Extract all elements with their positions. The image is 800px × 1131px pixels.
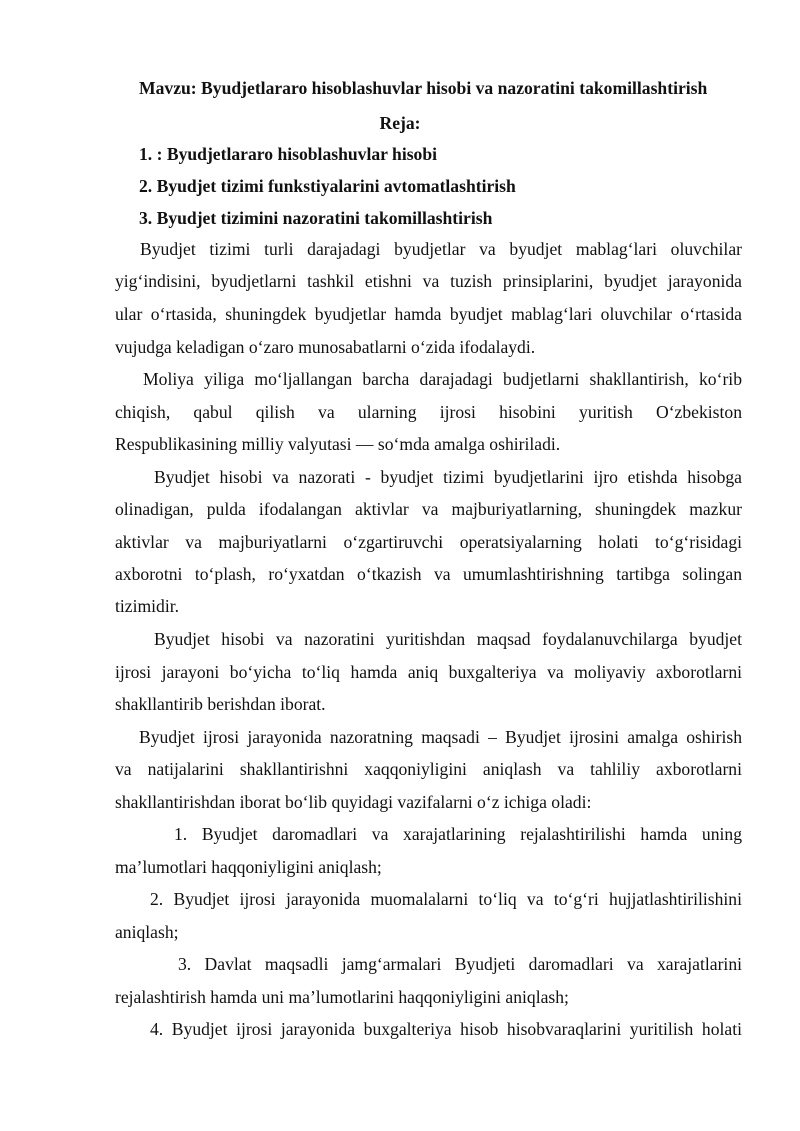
plan-heading: Reja: [379,113,421,133]
plan-item: 1. : Byudjetlararo hisoblashuvlar hisobi [139,144,438,164]
paragraph-line: yig‘indisini, byudjetlarni tashkil etishni va tuzish prinsiplarini, byudjet jarayonida [115,271,742,291]
paragraph-line: chiqish, qabul qilish va ularning ijrosi hisobini yuritish O‘zbekiston [115,402,742,422]
paragraph-line: tizimidir. [115,596,180,616]
paragraph-line: olinadigan, pulda ifodalangan aktivlar va majburiyatlarning, shuningdek mazkur [115,499,742,519]
paragraph-line: shakllantirishdan iborat bo‘lib quyidagi vazifalarni o‘z ichiga oladi: [115,792,592,812]
paragraph-line: ijrosi jarayoni bo‘yicha to‘liq hamda aniq buxgalteriya va moliyaviy axborotlarni [115,662,742,682]
task-item: 2. Byudjet ijrosi jarayonida muomalalarni to‘liq va to‘g‘ri hujjatlashtirilishini [150,889,742,909]
task-item: 1. Byudjet daromadlari va xarajatlarining rejalashtirilishi hamda uning [174,824,742,844]
document-title: Mavzu: Byudjetlararo hisoblashuvlar hisobi va nazoratini takomillashtirish [139,78,708,98]
plan-item: 3. Byudjet tizimini nazoratini takomillashtirish [139,208,493,228]
paragraph-line: Byudjet hisobi va nazoratini yuritishdan maqsad foydalanuvchilarga byudjet [154,629,742,649]
paragraph-line: shakllantirib berishdan iborat. [115,694,326,714]
paragraph-line: Byudjet ijrosi jarayonida nazoratning maqsadi – Byudjet ijrosini amalga oshirish [139,727,742,747]
task-item: 3. Davlat maqsadli jamg‘armalari Byudjeti daromadlari va xarajatlarini [178,954,742,974]
paragraph-line: va natijalarini shakllantirishni xaqqoniyligini aniqlash va tahliliy axborotlarni [115,759,742,779]
paragraph-line: axborotni to‘plash, ro‘yxatdan o‘tkazish va umumlashtirishning tartibga solingan [115,564,742,584]
paragraph-line: Byudjet hisobi va nazorati - byudjet tizimi byudjetlarini ijro etishda hisobga [154,467,742,487]
paragraph-line: vujudga keladigan o‘zaro munosabatlarni o‘zida ifodalaydi. [115,337,536,357]
paragraph-line: aktivlar va majburiyatlarni o‘zgartiruvchi operatsiyalarning holati to‘g‘risidagi [115,532,742,552]
paragraph-line: Respublikasining milliy valyutasi — so‘mda amalga oshiriladi. [115,434,561,454]
paragraph-line: Moliya yiliga mo‘ljallangan barcha darajadagi budjetlarni shakllantirish, ko‘rib [143,369,742,389]
paragraph-line: ular o‘rtasida, shuningdek byudjetlar hamda byudjet mablag‘lari oluvchilar o‘rtasida [115,304,742,324]
task-item-continuation: rejalashtirish hamda uni ma’lumotlarini haqqoniyligini aniqlash; [115,987,569,1007]
plan-item: 2. Byudjet tizimi funkstiyalarini avtomatlashtirish [139,176,516,196]
task-item-continuation: ma’lumotlari haqqoniyligini aniqlash; [115,857,382,877]
task-item-continuation: aniqlash; [115,922,179,942]
paragraph-line: Byudjet tizimi turli darajadagi byudjetlar va byudjet mablag‘lari oluvchilar [140,239,742,259]
task-item: 4. Byudjet ijrosi jarayonida buxgalteriya hisob hisobvaraqlarini yuritilish holati [150,1019,742,1039]
